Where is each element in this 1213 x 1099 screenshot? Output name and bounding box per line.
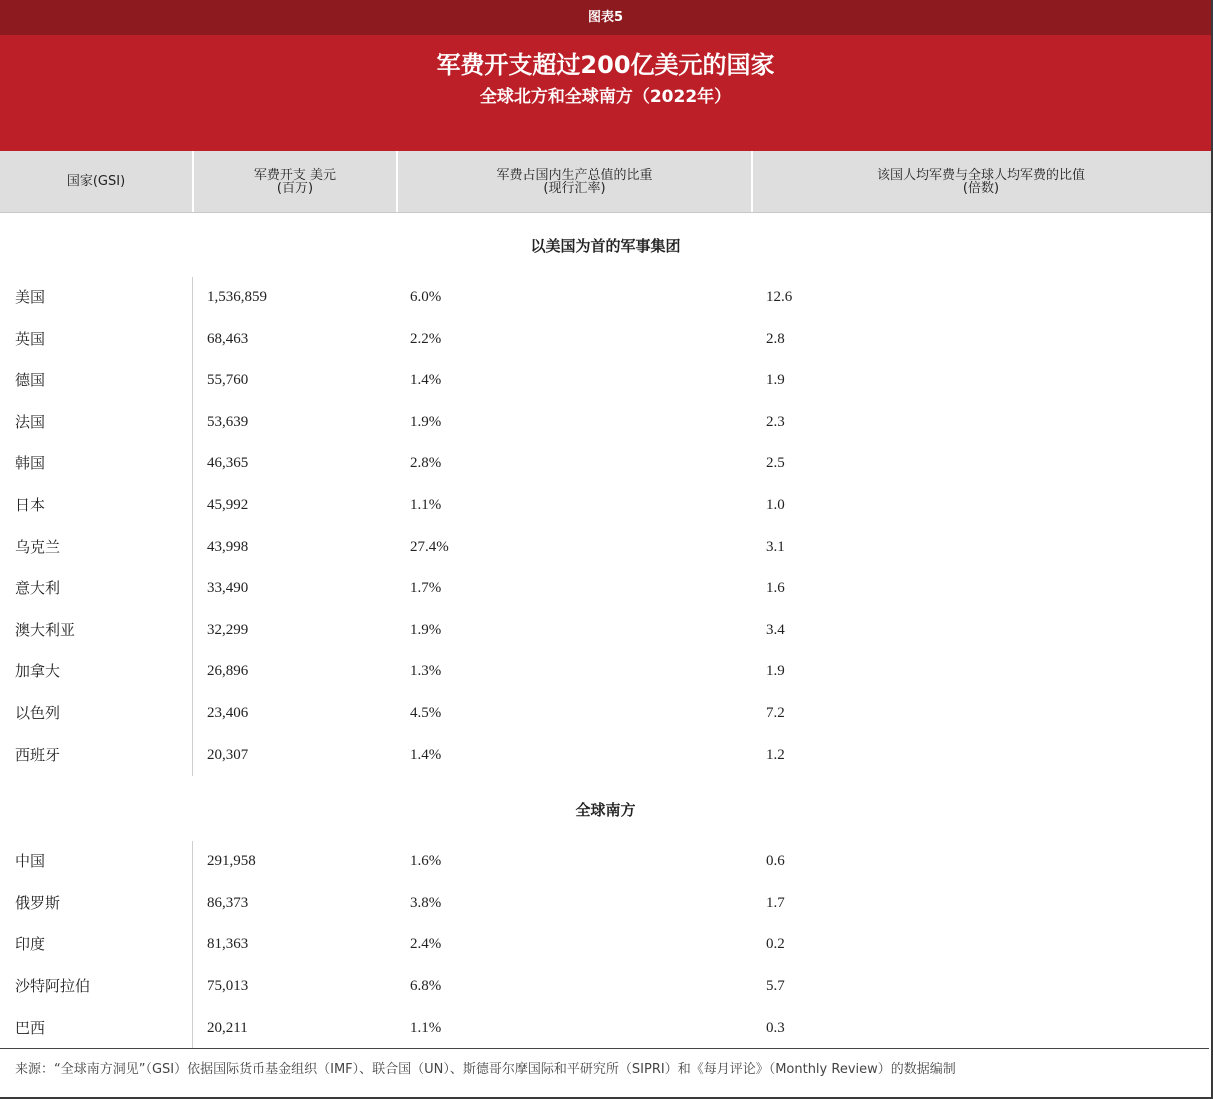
- table-row: [0, 319, 1211, 361]
- spending-cell: 68,463: [207, 330, 249, 347]
- country-cell: 西班牙: [15, 745, 61, 764]
- table-row: [0, 610, 1211, 652]
- ratio-cell: 2.8: [766, 330, 785, 347]
- table-row: [0, 1008, 1211, 1050]
- country-cell: 以色列: [15, 703, 61, 722]
- table-row: [0, 402, 1211, 444]
- ratio-cell: 1.9: [766, 372, 785, 389]
- gdp-share-cell: 2.8%: [410, 455, 442, 472]
- gdp-share-cell: 3.8%: [410, 894, 442, 911]
- table-row: [0, 966, 1211, 1008]
- spending-cell: 291,958: [207, 853, 256, 870]
- spending-cell: 53,639: [207, 413, 249, 430]
- source-note: 来源：“全球南方洞见”（GSI）依据国际货币基金组织（IMF）、联合国（UN）、斯德哥尔摩国际和平研究所（SIPRI）和《每月评论》（Monthly Review）的数据编制: [0, 1048, 1209, 1094]
- ratio-cell: 0.6: [766, 853, 785, 870]
- ratio-cell: 1.2: [766, 746, 785, 763]
- title-band: [0, 35, 1211, 151]
- table-row: [0, 360, 1211, 402]
- spending-cell: 1,536,859: [207, 289, 267, 305]
- column-header-line: 国家(GSI): [66, 174, 126, 189]
- country-cell: 英国: [15, 329, 46, 348]
- column-header-per-capita-ratio: [753, 151, 1209, 212]
- gdp-share-cell: 1.9%: [410, 413, 442, 430]
- ratio-cell: 2.5: [766, 455, 785, 472]
- section-title-global-south: 全球南方: [575, 801, 636, 820]
- table-group-global-south: [0, 841, 1211, 1049]
- column-header-line: 军费占国内生产总值的比重: [496, 167, 653, 183]
- spending-cell: 20,307: [207, 746, 249, 763]
- country-cell: 巴西: [15, 1018, 46, 1037]
- gdp-share-cell: 6.8%: [410, 977, 442, 994]
- column-header-unit: (倍数): [962, 180, 1000, 196]
- gdp-share-cell: 27.4%: [410, 538, 449, 555]
- gdp-share-cell: 2.2%: [410, 330, 442, 347]
- spending-cell: 26,896: [207, 663, 249, 680]
- table-row: [0, 568, 1211, 610]
- ratio-cell: 1.7: [766, 894, 785, 911]
- country-cell: 沙特阿拉伯: [15, 976, 91, 995]
- table-row: [0, 277, 1211, 319]
- ratio-cell: 0.3: [766, 1019, 785, 1036]
- spending-cell: 45,992: [207, 496, 249, 513]
- spending-cell: 20,211: [207, 1019, 248, 1036]
- gdp-share-cell: 1.4%: [410, 746, 442, 763]
- country-cell: 美国: [15, 288, 46, 306]
- country-cell: 德国: [15, 371, 46, 390]
- page-title: 军费开支超过200亿美元的国家: [436, 51, 775, 79]
- table-row: [0, 924, 1211, 966]
- page-subtitle: 全球北方和全球南方（2022年）: [479, 87, 732, 107]
- gdp-share-cell: 1.3%: [410, 663, 442, 680]
- figure-label: 图表5: [0, 0, 1211, 35]
- ratio-cell: 1.9: [766, 663, 785, 680]
- gdp-share-cell: 4.5%: [410, 704, 442, 721]
- country-cell: 法国: [15, 412, 46, 431]
- gdp-share-cell: 1.6%: [410, 853, 442, 870]
- country-cell: 澳大利亚: [15, 620, 76, 639]
- table-row: [0, 693, 1211, 735]
- column-header-spending: [194, 151, 396, 212]
- column-header-country: [0, 151, 192, 212]
- column-header-line: 军费开支 美元: [253, 167, 337, 183]
- country-cell: 中国: [15, 852, 46, 871]
- spending-cell: 75,013: [207, 977, 249, 994]
- ratio-cell: 0.2: [766, 936, 785, 953]
- ratio-cell: 5.7: [766, 977, 785, 994]
- spending-cell: 46,365: [207, 455, 249, 472]
- ratio-cell: 1.6: [766, 580, 785, 597]
- table-row: [0, 443, 1211, 485]
- table-row: [0, 883, 1211, 925]
- ratio-cell: 12.6: [766, 289, 793, 305]
- table-header: [0, 151, 1211, 213]
- gdp-share-cell: 6.0%: [410, 289, 442, 305]
- country-cell: 意大利: [15, 579, 61, 598]
- table-row: [0, 735, 1211, 777]
- spending-cell: 55,760: [207, 372, 249, 389]
- country-cell: 乌克兰: [15, 537, 61, 556]
- table-group-us-bloc: [0, 277, 1211, 776]
- ratio-cell: 1.0: [766, 496, 785, 513]
- column-header-unit: (现行汇率): [543, 180, 606, 196]
- ratio-cell: 3.1: [766, 538, 785, 555]
- gdp-share-cell: 1.9%: [410, 621, 442, 638]
- country-cell: 日本: [15, 495, 46, 514]
- table-row: [0, 485, 1211, 527]
- ratio-cell: 2.3: [766, 413, 785, 430]
- spending-cell: 43,998: [207, 538, 249, 555]
- country-cell: 加拿大: [15, 662, 61, 681]
- table-row: [0, 527, 1211, 569]
- country-cell: 印度: [15, 935, 46, 954]
- section-title-us-bloc: 以美国为首的军事集团: [530, 237, 681, 255]
- table-row: [0, 841, 1211, 883]
- spending-cell: 33,490: [207, 580, 249, 597]
- country-cell: 韩国: [15, 454, 46, 473]
- country-cell: 俄罗斯: [15, 893, 61, 912]
- column-header-line: 该国人均军费与全球人均军费的比值: [876, 167, 1085, 183]
- ratio-cell: 3.4: [766, 621, 785, 638]
- gdp-share-cell: 1.7%: [410, 580, 442, 597]
- spending-cell: 23,406: [207, 704, 249, 721]
- ratio-cell: 7.2: [766, 704, 785, 721]
- table-row: [0, 651, 1211, 693]
- gdp-share-cell: 1.1%: [410, 1019, 442, 1036]
- spending-cell: 81,363: [207, 936, 249, 953]
- gdp-share-cell: 2.4%: [410, 936, 442, 953]
- spending-cell: 86,373: [207, 894, 249, 911]
- column-header-unit: (百万): [276, 180, 314, 196]
- gdp-share-cell: 1.1%: [410, 496, 442, 513]
- spending-cell: 32,299: [207, 621, 249, 638]
- gdp-share-cell: 1.4%: [410, 372, 442, 389]
- column-header-gdp-share: [398, 151, 751, 212]
